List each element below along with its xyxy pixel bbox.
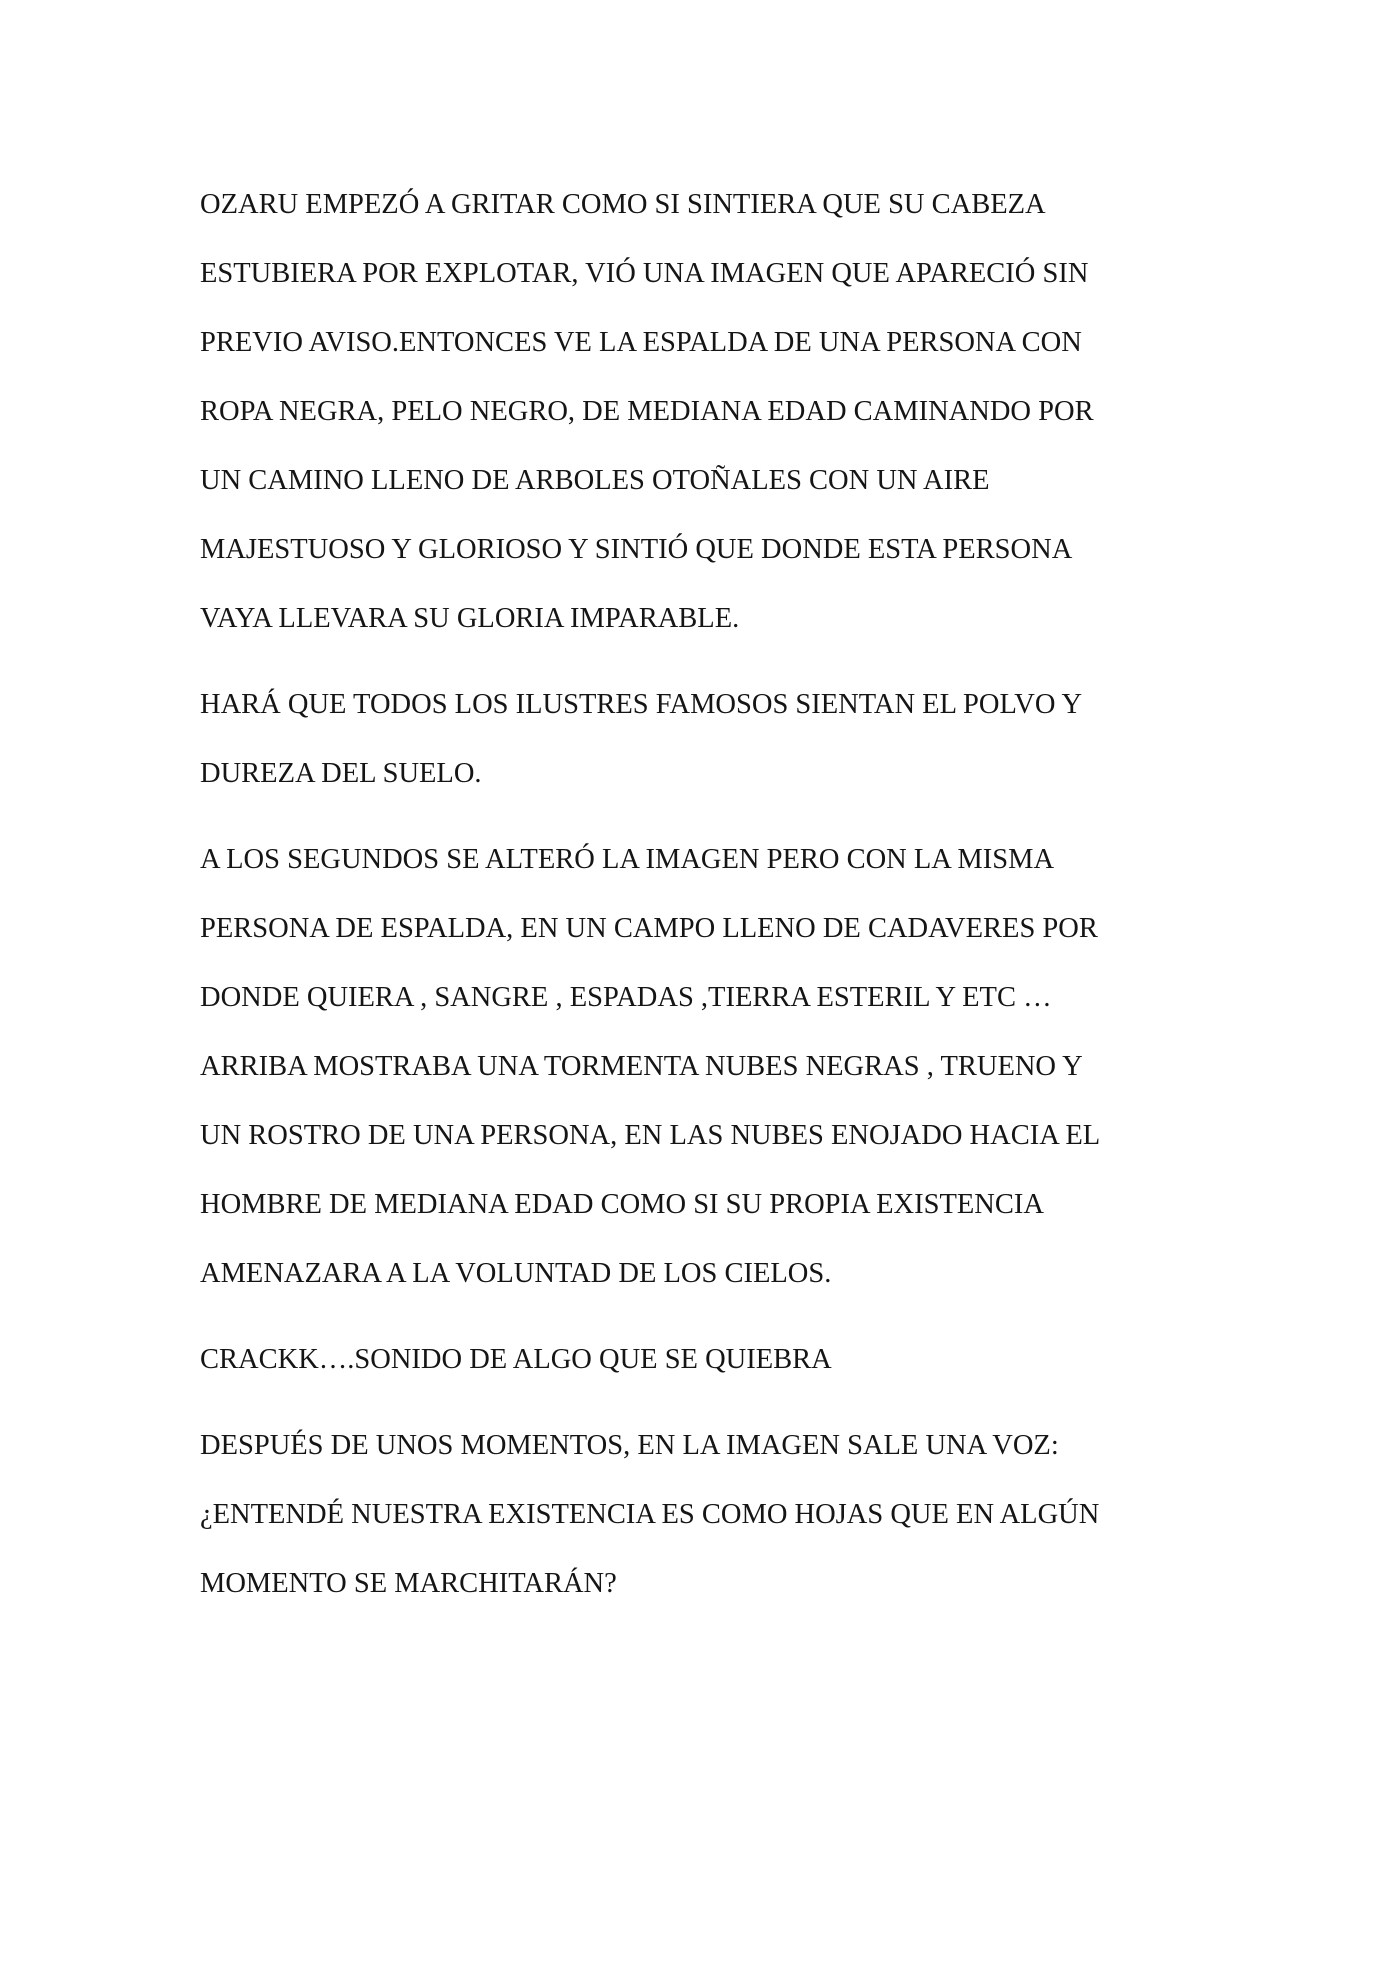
text-line: UN ROSTRO DE UNA PERSONA, EN LAS NUBES ENOJADO HACIA EL xyxy=(200,1120,1101,1151)
paragraph-3 xyxy=(200,825,1230,1308)
text-line: A LOS SEGUNDOS SE ALTERÓ LA IMAGEN PERO CON LA MISMA xyxy=(200,844,1055,875)
paragraph-2 xyxy=(200,670,1230,808)
text-line: AMENAZARA A LA VOLUNTAD DE LOS CIELOS. xyxy=(200,1258,832,1289)
text-line: ¿ENTENDÉ NUESTRA EXISTENCIA ES COMO HOJAS QUE EN ALGÚN xyxy=(200,1499,1100,1530)
text-line: DONDE QUIERA , SANGRE , ESPADAS ,TIERRA ESTERIL Y ETC … xyxy=(200,982,1052,1013)
text-line: HOMBRE DE MEDIANA EDAD COMO SI SU PROPIA EXISTENCIA xyxy=(200,1189,1044,1220)
text-line: UN CAMINO LLENO DE ARBOLES OTOÑALES CON UN AIRE xyxy=(200,465,990,496)
paragraph-4 xyxy=(200,1325,1230,1394)
text-line: MAJESTUOSO Y GLORIOSO Y SINTIÓ QUE DONDE ESTA PERSONA xyxy=(200,534,1073,565)
text-line: OZARU EMPEZÓ A GRITAR COMO SI SINTIERA QUE SU CABEZA xyxy=(200,189,1046,220)
text-line: DESPUÉS DE UNOS MOMENTOS, EN LA IMAGEN SALE UNA VOZ: xyxy=(200,1430,1059,1461)
text-line: PERSONA DE ESPALDA, EN UN CAMPO LLENO DE CADAVERES POR xyxy=(200,913,1098,944)
text-line: DUREZA DEL SUELO. xyxy=(200,758,482,789)
text-line: MOMENTO SE MARCHITARÁN? xyxy=(200,1568,617,1599)
text-line: HARÁ QUE TODOS LOS ILUSTRES FAMOSOS SIENTAN EL POLVO Y xyxy=(200,689,1083,720)
paragraph-1 xyxy=(200,170,1230,653)
text-line: VAYA LLEVARA SU GLORIA IMPARABLE. xyxy=(200,603,740,634)
text-line: PREVIO AVISO.ENTONCES VE LA ESPALDA DE UNA PERSONA CON xyxy=(200,327,1082,358)
text-line: ARRIBA MOSTRABA UNA TORMENTA NUBES NEGRAS , TRUENO Y xyxy=(200,1051,1083,1082)
paragraph-5 xyxy=(200,1411,1230,1618)
text-line: CRACKK….SONIDO DE ALGO QUE SE QUIEBRA xyxy=(200,1344,832,1375)
text-line: ROPA NEGRA, PELO NEGRO, DE MEDIANA EDAD CAMINANDO POR xyxy=(200,396,1094,427)
text-line: ESTUBIERA POR EXPLOTAR, VIÓ UNA IMAGEN QUE APARECIÓ SIN xyxy=(200,258,1089,289)
body-text xyxy=(200,170,1230,1635)
